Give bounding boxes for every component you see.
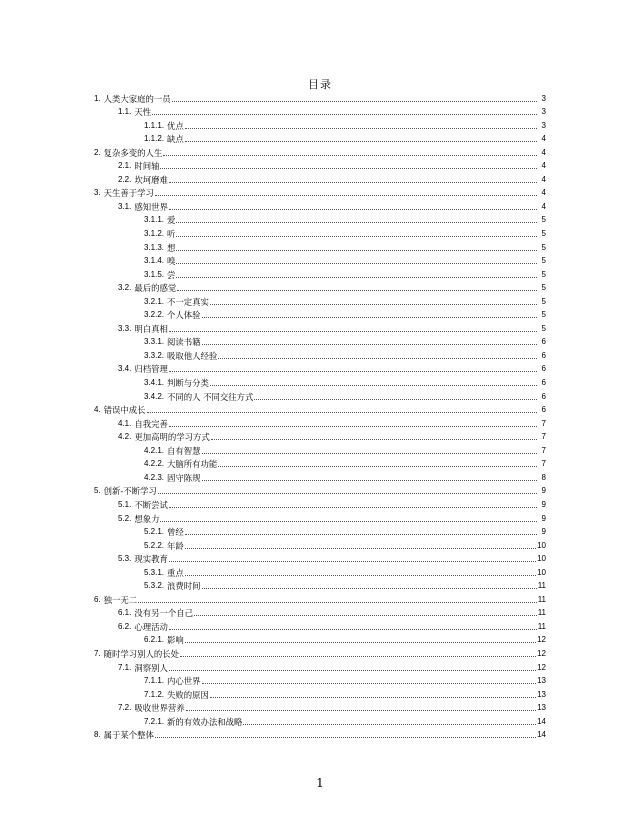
toc-entry-number: 7.1.2. bbox=[144, 689, 165, 699]
toc-entry-page: 11 bbox=[537, 608, 546, 618]
toc-entry-page: 8 bbox=[541, 472, 546, 482]
toc-entry-number: 5.3.1. bbox=[144, 567, 165, 577]
toc-entry-number: 7. bbox=[94, 648, 101, 658]
toc-entry-label: 属于某个整体 bbox=[103, 730, 154, 741]
toc-entry[interactable] bbox=[94, 198, 546, 212]
toc-entry-label: 洞察别人 bbox=[134, 662, 168, 673]
toc-entry[interactable] bbox=[94, 171, 546, 185]
dot-leader bbox=[172, 100, 537, 102]
toc-entry-label: 自有智慧 bbox=[167, 445, 201, 456]
toc-entry-label: 自我完善 bbox=[134, 418, 168, 429]
toc-entry-page: 12 bbox=[537, 648, 546, 658]
dot-leader bbox=[254, 398, 537, 400]
toc-entry[interactable] bbox=[94, 496, 546, 510]
toc-entry-label: 缺点 bbox=[167, 134, 184, 145]
toc-entry-label: 吸取他人经验 bbox=[167, 350, 218, 361]
toc-entry-number: 3.1. bbox=[118, 201, 132, 211]
dot-leader bbox=[169, 330, 537, 332]
toc-entry[interactable] bbox=[94, 293, 546, 307]
toc-entry-number: 4.2.2. bbox=[144, 459, 165, 469]
dot-leader bbox=[194, 614, 537, 616]
dot-leader bbox=[169, 628, 537, 630]
toc-entry-label: 明白真相 bbox=[134, 323, 168, 334]
toc-entry-page: 4 bbox=[541, 174, 546, 184]
toc-entry[interactable] bbox=[94, 632, 546, 646]
toc-entry-page: 4 bbox=[541, 201, 546, 211]
toc-entry-page: 6 bbox=[541, 405, 546, 415]
toc-entry[interactable] bbox=[94, 591, 546, 605]
toc-entry-label: 优点 bbox=[167, 120, 184, 131]
toc-entry-number: 8. bbox=[94, 730, 101, 740]
toc-entry-label: 不断尝试 bbox=[134, 499, 168, 510]
toc-entry-page: 7 bbox=[541, 418, 546, 428]
toc-entry-number: 3.3.2. bbox=[144, 350, 165, 360]
toc-entry[interactable] bbox=[94, 564, 546, 578]
toc-entry-number: 6.2.1. bbox=[144, 635, 165, 645]
dot-leader bbox=[160, 167, 537, 169]
toc-entry-page: 5 bbox=[541, 310, 546, 320]
toc-entry-page: 5 bbox=[541, 215, 546, 225]
toc-entry-label: 影响 bbox=[167, 635, 184, 646]
toc-entry-label: 内心世界 bbox=[167, 676, 201, 687]
dot-leader bbox=[186, 709, 537, 711]
toc-entry-page: 6 bbox=[541, 378, 546, 388]
toc-entry-page: 13 bbox=[537, 689, 546, 699]
toc-entry[interactable] bbox=[94, 727, 546, 741]
dot-leader bbox=[202, 587, 537, 589]
toc-entry-page: 11 bbox=[537, 581, 546, 591]
toc-entry-number: 7.2.1. bbox=[144, 716, 165, 726]
toc-entry-label: 吸收世界营养 bbox=[134, 703, 185, 714]
toc-entry-page: 13 bbox=[537, 676, 546, 686]
dot-leader bbox=[160, 520, 537, 522]
toc-entry[interactable] bbox=[94, 442, 546, 456]
toc-entry[interactable] bbox=[94, 374, 546, 388]
toc-entry-page: 3 bbox=[541, 107, 546, 117]
toc-entry-label: 人类大家庭的一员 bbox=[103, 93, 171, 104]
toc-entry[interactable] bbox=[94, 578, 546, 592]
toc-entry-label: 随时学习别人的长处 bbox=[103, 648, 180, 659]
toc-entry-number: 1. bbox=[94, 93, 101, 103]
toc-entry-label: 个人体验 bbox=[167, 310, 201, 321]
toc-entry[interactable] bbox=[94, 388, 546, 402]
toc-entry-label: 嗅 bbox=[167, 256, 176, 267]
toc-entry-page: 4 bbox=[541, 147, 546, 157]
toc-entry[interactable] bbox=[94, 347, 546, 361]
toc-entry-label: 感知世界 bbox=[134, 201, 168, 212]
dot-leader bbox=[218, 357, 537, 359]
toc-entry-page: 6 bbox=[541, 391, 546, 401]
dot-leader bbox=[185, 547, 536, 549]
toc-entry-page: 10 bbox=[537, 567, 546, 577]
toc-entry[interactable] bbox=[94, 415, 546, 429]
toc-entry[interactable] bbox=[94, 280, 546, 294]
toc-entry[interactable] bbox=[94, 551, 546, 565]
toc-entry-label: 独一无二 bbox=[103, 594, 138, 605]
toc-entry-number: 3.4.1. bbox=[144, 378, 165, 388]
toc-entry[interactable] bbox=[94, 483, 546, 497]
toc-entry-page: 12 bbox=[537, 635, 546, 645]
toc-entry-label: 阅读书籍 bbox=[167, 337, 201, 348]
toc-entry-label: 坎坷磨难 bbox=[134, 174, 168, 185]
dot-leader bbox=[169, 208, 537, 210]
toc-entry-number: 2.2. bbox=[118, 174, 132, 184]
toc-entry-label: 尝 bbox=[167, 269, 176, 280]
toc-entry-label: 不同的人 不同交往方式 bbox=[167, 391, 254, 402]
toc-entry-page: 9 bbox=[541, 527, 546, 537]
toc-entry-number: 4.2.3. bbox=[144, 472, 165, 482]
toc-entry-number: 3.1.2. bbox=[144, 229, 165, 239]
toc-entry-page: 4 bbox=[541, 161, 546, 171]
toc-entry[interactable] bbox=[94, 429, 546, 443]
toc-entry-page: 14 bbox=[537, 716, 546, 726]
toc-entry-number: 3.1.1. bbox=[144, 215, 165, 225]
toc-entry-label: 最后的感觉 bbox=[134, 283, 177, 294]
dot-leader bbox=[155, 736, 536, 738]
dot-leader bbox=[176, 249, 537, 251]
toc-entry[interactable] bbox=[94, 361, 546, 375]
toc-entry-number: 5.3. bbox=[118, 554, 132, 564]
toc-entry-page: 5 bbox=[541, 323, 546, 333]
toc-entry-page: 11 bbox=[537, 621, 546, 631]
toc-entry-label: 曾经 bbox=[167, 527, 184, 538]
toc-entry-page: 3 bbox=[541, 120, 546, 130]
toc-entry-page: 5 bbox=[541, 242, 546, 252]
toc-entry[interactable] bbox=[94, 659, 546, 673]
toc-entry-label: 时间轴 bbox=[134, 161, 160, 172]
table-of-contents bbox=[94, 90, 546, 740]
toc-entry-page: 9 bbox=[541, 499, 546, 509]
toc-entry[interactable] bbox=[94, 253, 546, 267]
dot-leader bbox=[176, 221, 537, 223]
toc-entry[interactable] bbox=[94, 713, 546, 727]
toc-entry[interactable] bbox=[94, 605, 546, 619]
toc-entry-number: 2. bbox=[94, 147, 101, 157]
toc-entry-number: 3.3. bbox=[118, 323, 132, 333]
toc-entry-number: 5.3.2. bbox=[144, 581, 165, 591]
toc-entry-page: 3 bbox=[541, 93, 546, 103]
toc-entry-number: 3.1.4. bbox=[144, 256, 165, 266]
toc-entry[interactable] bbox=[94, 90, 546, 104]
toc-entry-number: 6. bbox=[94, 594, 101, 604]
toc-entry-number: 7.1. bbox=[118, 662, 132, 672]
toc-entry[interactable] bbox=[94, 469, 546, 483]
dot-leader bbox=[147, 411, 537, 413]
toc-entry-label: 天生善于学习 bbox=[103, 188, 154, 199]
toc-entry-label: 心理活动 bbox=[134, 621, 168, 632]
toc-entry[interactable] bbox=[94, 225, 546, 239]
toc-title: 目录 bbox=[308, 78, 332, 91]
toc-entry-page: 7 bbox=[541, 459, 546, 469]
toc-entry-page: 5 bbox=[541, 269, 546, 279]
dot-leader bbox=[211, 438, 537, 440]
toc-entry-number: 3.2.1. bbox=[144, 296, 165, 306]
toc-entry[interactable] bbox=[94, 131, 546, 145]
toc-entry[interactable] bbox=[94, 266, 546, 280]
toc-entry[interactable] bbox=[94, 158, 546, 172]
toc-entry-number: 3.3.1. bbox=[144, 337, 165, 347]
toc-entry[interactable] bbox=[94, 334, 546, 348]
toc-entry-page: 5 bbox=[541, 296, 546, 306]
dot-leader bbox=[202, 343, 537, 345]
toc-entry-page: 7 bbox=[541, 432, 546, 442]
toc-entry-number: 6.1. bbox=[118, 608, 132, 618]
toc-entry-number: 3.4. bbox=[118, 364, 132, 374]
toc-entry-label: 错误中成长 bbox=[103, 405, 146, 416]
toc-entry-page: 9 bbox=[541, 513, 546, 523]
toc-entry-label: 浪费时间 bbox=[167, 581, 201, 592]
dot-leader bbox=[158, 492, 537, 494]
toc-entry-label: 复杂多变的人生 bbox=[103, 147, 163, 158]
dot-leader bbox=[185, 127, 537, 129]
dot-leader bbox=[243, 723, 536, 725]
toc-entry-label: 新的有效办法和战略 bbox=[167, 716, 243, 727]
toc-entry-label: 不一定真实 bbox=[167, 296, 209, 307]
toc-entry-number: 4.2. bbox=[118, 432, 132, 442]
toc-entry-number: 3.1.3. bbox=[144, 242, 165, 252]
dot-leader bbox=[169, 560, 536, 562]
toc-entry-number: 5. bbox=[94, 486, 101, 496]
toc-entry[interactable] bbox=[94, 402, 546, 416]
dot-leader bbox=[202, 682, 537, 684]
dot-leader bbox=[155, 194, 537, 196]
toc-entry-page: 10 bbox=[537, 540, 546, 550]
toc-entry-number: 6.2. bbox=[118, 621, 132, 631]
toc-entry-page: 12 bbox=[537, 662, 546, 672]
toc-entry-number: 3. bbox=[94, 188, 101, 198]
toc-entry[interactable] bbox=[94, 686, 546, 700]
toc-entry-number: 2.1. bbox=[118, 161, 132, 171]
toc-entry-page: 9 bbox=[541, 486, 546, 496]
dot-leader bbox=[185, 533, 537, 535]
toc-entry-label: 听 bbox=[167, 229, 176, 240]
toc-entry[interactable] bbox=[94, 645, 546, 659]
toc-entry-label: 创新-不断学习 bbox=[103, 486, 157, 497]
toc-entry-page: 14 bbox=[537, 730, 546, 740]
toc-entry-label: 年龄 bbox=[167, 540, 184, 551]
toc-entry-number: 7.1.1. bbox=[144, 676, 165, 686]
toc-entry-page: 5 bbox=[541, 283, 546, 293]
dot-leader bbox=[176, 235, 537, 237]
toc-entry[interactable] bbox=[94, 456, 546, 470]
toc-entry-number: 4.1. bbox=[118, 418, 132, 428]
dot-leader bbox=[185, 574, 536, 576]
toc-entry-number: 5.2. bbox=[118, 513, 132, 523]
toc-entry-page: 4 bbox=[541, 134, 546, 144]
toc-entry-page: 10 bbox=[537, 554, 546, 564]
toc-entry-label: 现实教育 bbox=[134, 554, 168, 565]
toc-entry-label: 固守陈规 bbox=[167, 472, 201, 483]
toc-entry-label: 失败的原因 bbox=[167, 689, 209, 700]
dot-leader bbox=[176, 276, 537, 278]
toc-entry-label: 更加高明的学习方式 bbox=[134, 432, 210, 443]
dot-leader bbox=[169, 370, 537, 372]
toc-entry-page: 7 bbox=[541, 445, 546, 455]
toc-entry[interactable] bbox=[94, 144, 546, 158]
toc-entry-number: 1.1. bbox=[118, 107, 132, 117]
toc-entry-page: 6 bbox=[541, 337, 546, 347]
toc-entry-label: 大脑所有功能 bbox=[167, 459, 218, 470]
toc-entry-label: 没有另一个自己 bbox=[134, 608, 193, 619]
toc-entry[interactable] bbox=[94, 673, 546, 687]
toc-entry-page: 5 bbox=[541, 256, 546, 266]
toc-entry-label: 归档管理 bbox=[134, 364, 168, 375]
toc-entry-page: 5 bbox=[541, 229, 546, 239]
toc-entry[interactable] bbox=[94, 212, 546, 226]
toc-entry-number: 5.2.1. bbox=[144, 527, 165, 537]
toc-entry[interactable] bbox=[94, 104, 546, 118]
dot-leader bbox=[169, 181, 537, 183]
toc-entry-number: 3.4.2. bbox=[144, 391, 165, 401]
dot-leader bbox=[138, 601, 537, 603]
dot-leader bbox=[185, 140, 537, 142]
toc-entry-page: 6 bbox=[541, 364, 546, 374]
toc-entry[interactable] bbox=[94, 524, 546, 538]
dot-leader bbox=[185, 641, 536, 643]
dot-leader bbox=[210, 696, 536, 698]
toc-entry-number: 7.2. bbox=[118, 703, 132, 713]
toc-entry-page: 13 bbox=[537, 703, 546, 713]
toc-entry-number: 3.1.5. bbox=[144, 269, 165, 279]
toc-entry-number: 3.2.2. bbox=[144, 310, 165, 320]
toc-entry[interactable] bbox=[94, 117, 546, 131]
dot-leader bbox=[180, 655, 536, 657]
dot-leader bbox=[177, 289, 537, 291]
dot-leader bbox=[163, 154, 537, 156]
toc-entry-number: 4. bbox=[94, 405, 101, 415]
toc-entry[interactable] bbox=[94, 618, 546, 632]
dot-leader bbox=[152, 113, 537, 115]
toc-entry-label: 判断与分类 bbox=[167, 378, 209, 389]
dot-leader bbox=[176, 262, 537, 264]
dot-leader bbox=[202, 316, 537, 318]
dot-leader bbox=[202, 479, 537, 481]
toc-entry-label: 想 bbox=[167, 242, 176, 253]
toc-entry-label: 想象力 bbox=[134, 513, 160, 524]
page-number: 1 bbox=[316, 776, 324, 790]
toc-entry-number: 1.1.1. bbox=[144, 120, 165, 130]
toc-entry[interactable] bbox=[94, 510, 546, 524]
toc-entry-number: 4.2.1. bbox=[144, 445, 165, 455]
toc-entry[interactable] bbox=[94, 307, 546, 321]
toc-entry-number: 3.2. bbox=[118, 283, 132, 293]
dot-leader bbox=[210, 384, 537, 386]
dot-leader bbox=[169, 425, 537, 427]
dot-leader bbox=[218, 465, 537, 467]
toc-entry-label: 爱 bbox=[167, 215, 176, 226]
dot-leader bbox=[169, 506, 537, 508]
toc-entry[interactable] bbox=[94, 320, 546, 334]
toc-entry-label: 重点 bbox=[167, 567, 184, 578]
dot-leader bbox=[202, 452, 537, 454]
toc-entry[interactable] bbox=[94, 239, 546, 253]
toc-entry-page: 4 bbox=[541, 188, 546, 198]
toc-entry[interactable] bbox=[94, 185, 546, 199]
toc-entry-page: 6 bbox=[541, 350, 546, 360]
toc-entry[interactable] bbox=[94, 537, 546, 551]
toc-entry-number: 5.1. bbox=[118, 499, 132, 509]
toc-entry-page: 11 bbox=[537, 594, 546, 604]
dot-leader bbox=[169, 669, 536, 671]
dot-leader bbox=[210, 303, 537, 305]
toc-entry[interactable] bbox=[94, 700, 546, 714]
toc-entry-label: 天性 bbox=[134, 107, 152, 118]
toc-entry-number: 5.2.2. bbox=[144, 540, 165, 550]
toc-entry-number: 1.1.2. bbox=[144, 134, 165, 144]
